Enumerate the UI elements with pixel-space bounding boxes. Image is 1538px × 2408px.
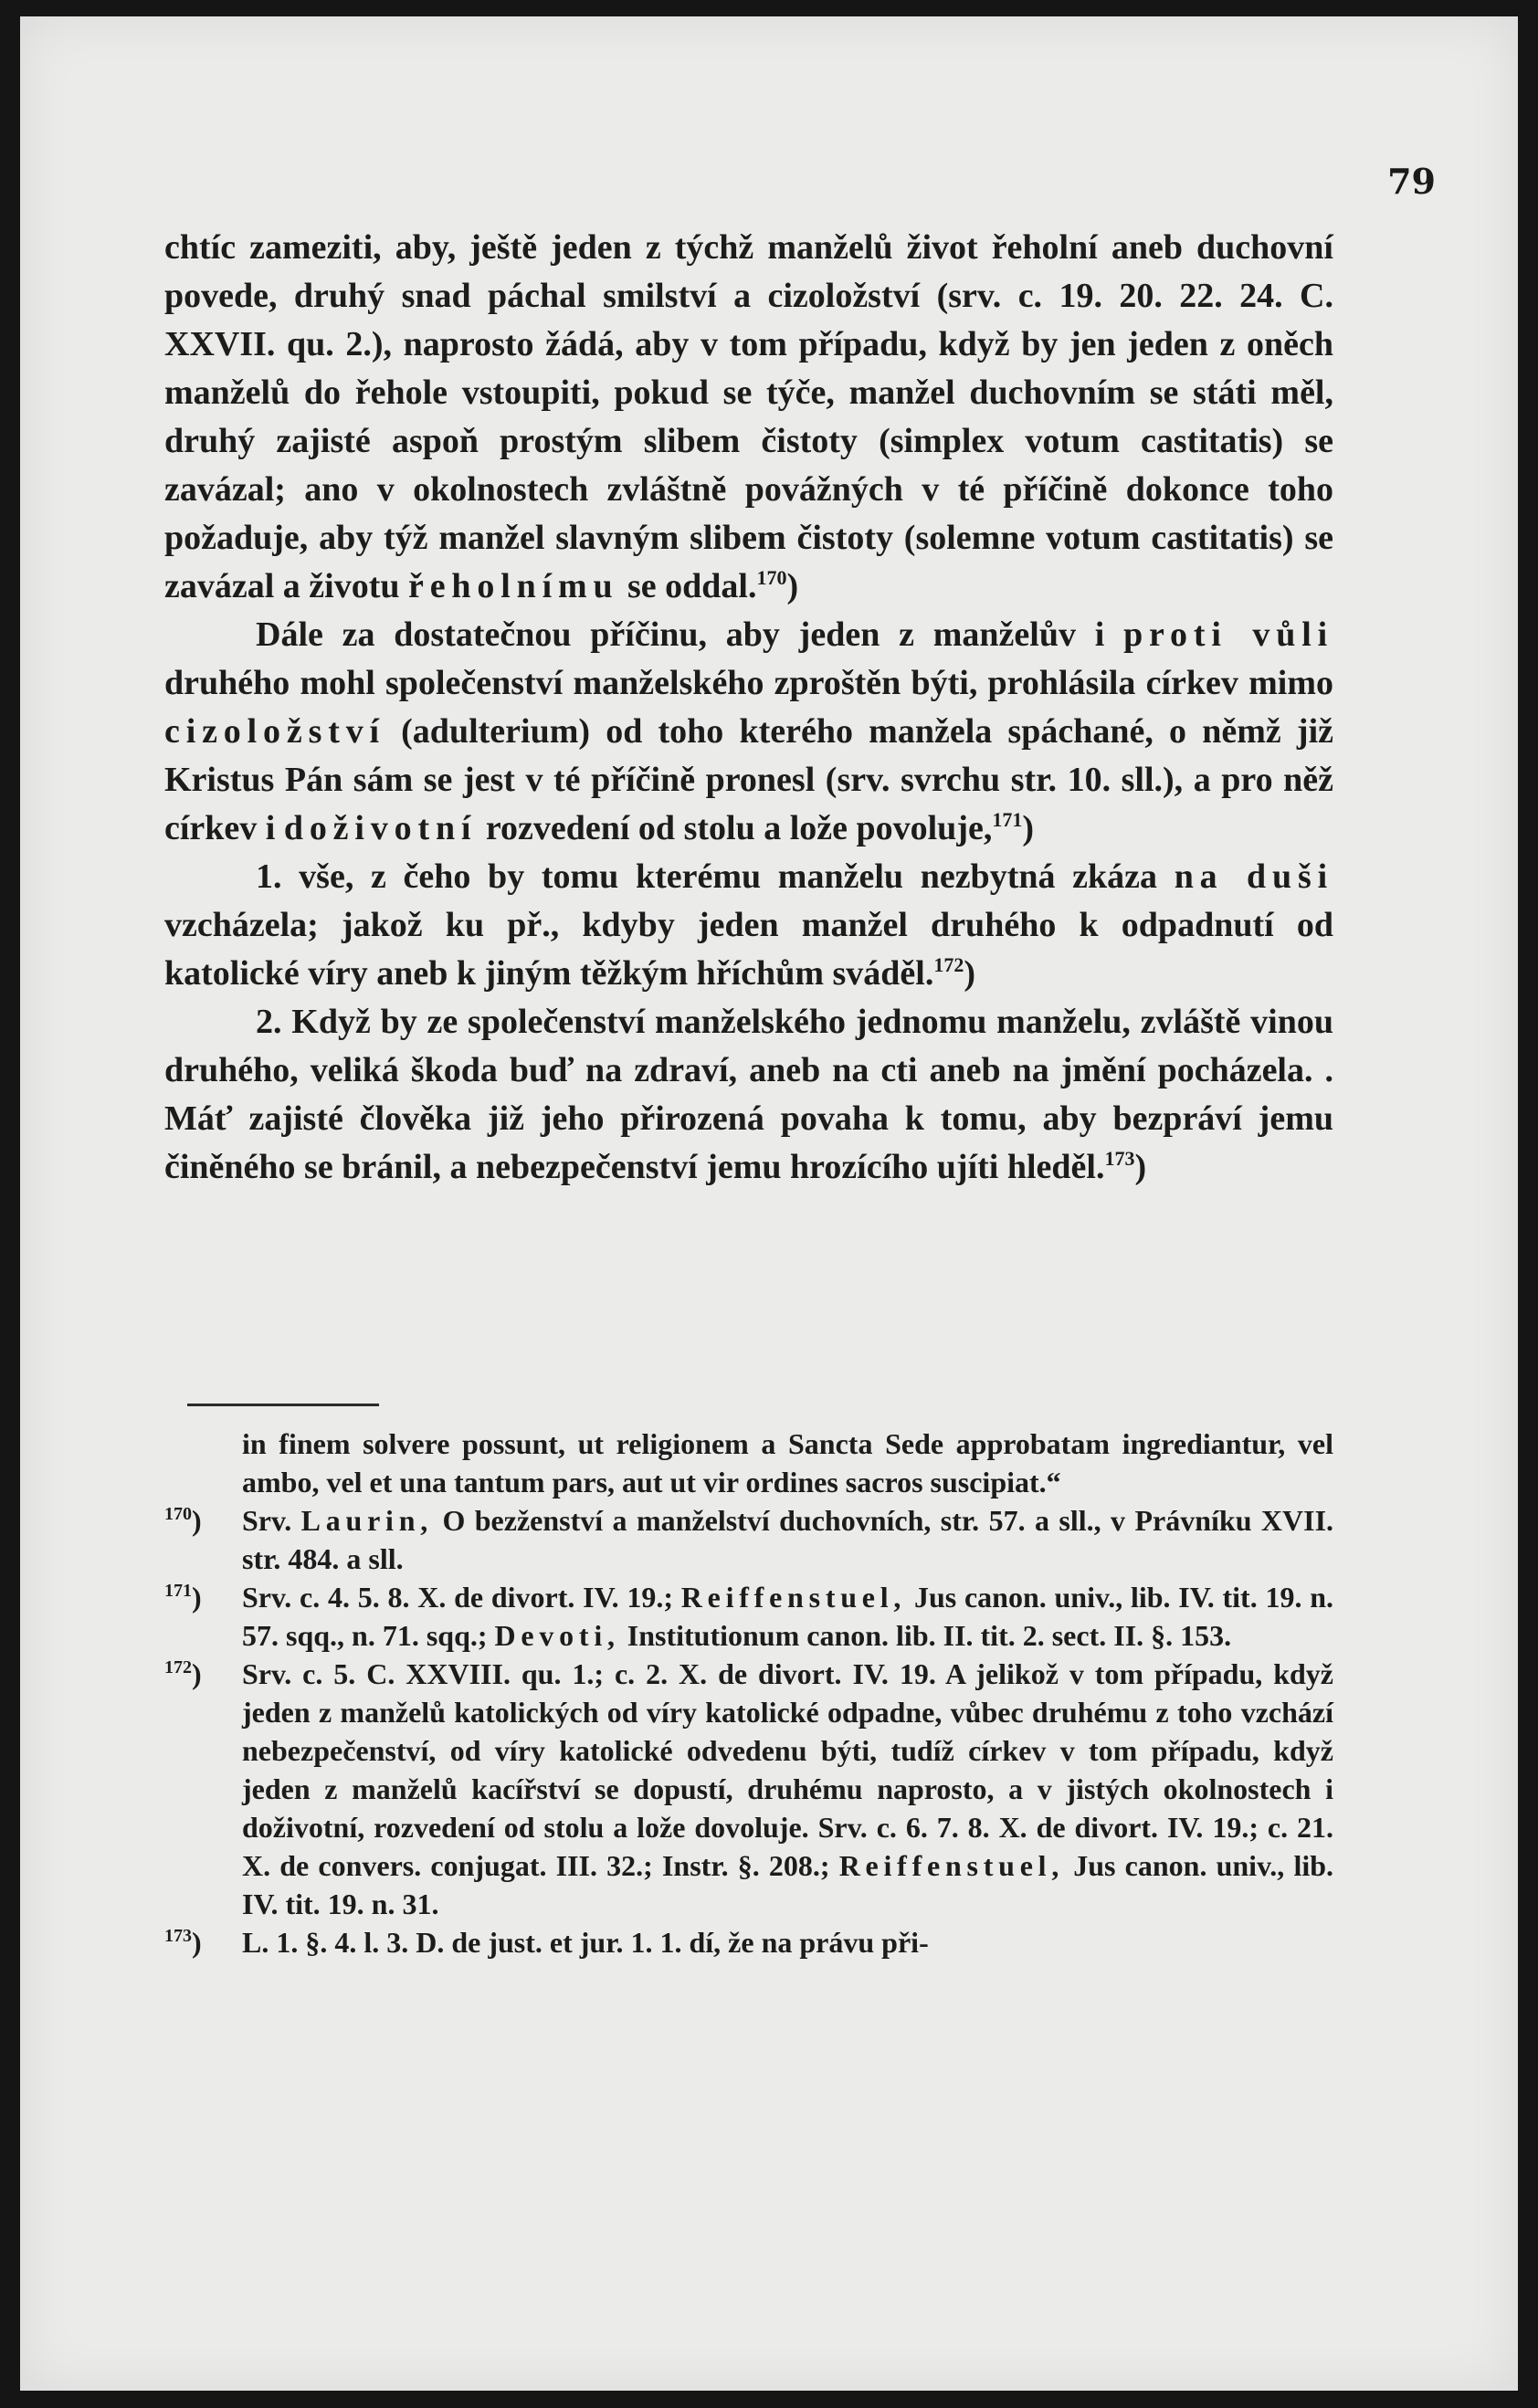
- footnote-170-number: 170: [164, 1504, 192, 1524]
- footnote-170-text-a: Srv.: [242, 1504, 292, 1537]
- footnote-172-text-b: Jus canon. univ., lib. IV. tit. 19. n. 31.: [242, 1849, 1334, 1920]
- footnote-172-author: Reiffenstuel,: [838, 1849, 1065, 1882]
- paragraph-1: [164, 224, 1333, 611]
- footnote-171-marker: [164, 1578, 202, 1616]
- footnote-continuation: [164, 1425, 1333, 1501]
- footnote-173-number: 173: [164, 1926, 192, 1946]
- footnote-171-paren: ): [192, 1581, 202, 1614]
- paragraph-2-text-a: Dále za dostatečnou příčinu, aby jeden z manželův i: [256, 615, 1105, 654]
- footnote-172-paren: ): [192, 1657, 202, 1690]
- paragraph-2-text-d: rozvedení od stolu a lože povoluje,: [485, 809, 993, 847]
- footnote-171-number: 171: [164, 1581, 192, 1601]
- paragraph-3-spaced: na duši: [1174, 857, 1333, 896]
- main-text: [164, 224, 1333, 1192]
- footnote-ref-173: 173: [1104, 1147, 1135, 1170]
- footnote-170-author: Laurin,: [300, 1504, 434, 1537]
- footnote-171-text-a: Srv. c. 4. 5. 8. X. de divort. IV. 19.;: [242, 1581, 673, 1614]
- paragraph-2-text-b: druhého mohl společenství manželského zproštěn býti, prohlásila církev mimo: [164, 664, 1333, 702]
- paragraph-4-text: 2. Když by ze společenství manželského jednomu manželu, zvláště vinou druhého, veliká škoda buď na zdraví, aneb na cti aneb na jmění pocházela. . Máť zajisté člověka již jeho přirozená povaha k tomu, aby bezpráví jemu činěného se bránil, a nebezpečenství jemu hrozícího ujíti hleděl.: [164, 1003, 1333, 1186]
- footnote-ref-171-close: ): [1022, 809, 1034, 847]
- footnote-171-author-a: Reiffenstuel,: [680, 1581, 907, 1614]
- footnote-172: [164, 1655, 1333, 1923]
- paragraph-3-text-b: vzcházela; jakož ku př., kdyby jeden manžel druhého k odpadnutí od katolické víry aneb k jiným těžkým hříchům sváděl.: [164, 906, 1333, 993]
- footnote-171: [164, 1578, 1333, 1655]
- paragraph-2-spaced-c: doživotní: [283, 809, 478, 847]
- footnote-divider: [187, 1404, 379, 1406]
- footnote-170: [164, 1501, 1333, 1578]
- footnote-172-number: 172: [164, 1657, 192, 1677]
- paragraph-3-text-a: 1. vše, z čeho by tomu kterému manželu nezbytná zkáza: [256, 857, 1158, 896]
- footnote-171-author-b: Devoti,: [494, 1619, 620, 1652]
- paragraph-3: [164, 853, 1333, 998]
- footnote-171-text-b: Jus canon. univ., lib. IV. tit. 19. n. 57. sqq., n. 71. sqq.;: [242, 1581, 1334, 1652]
- paragraph-4: [164, 998, 1333, 1192]
- footnote-173-paren: ): [192, 1926, 202, 1959]
- footnote-171-text-c: Institutionum canon. lib. II. tit. 2. sect. II. §. 153.: [627, 1619, 1232, 1652]
- footnote-continuation-text: in finem solvere possunt, ut religionem a Sancta Sede approbatam ingrediantur, vel ambo, vel et una tantum pars, aut ut vir ordines sacros suscipiat.“: [242, 1427, 1333, 1498]
- footnote-ref-172: 172: [933, 953, 964, 976]
- footnote-170-text-b: O bezženství a manželství duchovních, str. 57. a sll., v Právníku XVII. str. 484. a sll.: [242, 1504, 1334, 1575]
- paragraph-2-text-c: (adulterium) od toho kterého manžela spáchané, o němž již Kristus Pán sám se jest v té příčině pronesl (srv. svrchu str. 10. sll.), a pro něž církev i: [164, 712, 1333, 847]
- footnote-173-marker: [164, 1923, 202, 1961]
- paragraph-2: [164, 611, 1333, 853]
- footnote-ref-171: 171: [992, 808, 1023, 831]
- page-number: 79: [1387, 161, 1436, 202]
- footnote-ref-170: 170: [756, 566, 787, 589]
- paragraph-1-spaced: řeholnímu: [408, 567, 619, 605]
- footnote-170-marker: [164, 1501, 202, 1540]
- footnote-172-marker: [164, 1655, 202, 1693]
- paragraph-2-spaced-b: cizoložství: [164, 712, 385, 751]
- footnote-ref-173-close: ): [1134, 1148, 1147, 1186]
- footnote-173: [164, 1923, 1333, 1961]
- paragraph-1-text-b: se oddal.: [627, 567, 757, 605]
- footnotes: [164, 1425, 1333, 1961]
- footnote-173-text-a: L. 1. §. 4. l. 3. D. de just. et jur. 1. 1. dí, že na právu při-: [242, 1926, 929, 1959]
- paragraph-2-spaced-a: proti vůli: [1123, 615, 1334, 654]
- footnote-170-paren: ): [192, 1504, 202, 1537]
- footnote-172-text-a: Srv. c. 5. C. XXVIII. qu. 1.; c. 2. X. de divort. IV. 19. A jelikož v tom případu, když jeden z manželů katolických od víry katolické odpadne, vůbec druhému z toho vzchází nebezpečenství, od víry katolické odvedenu býti, tudíž církev v tom případu, když jeden z manželů kacířství se dopustí, druhému naprosto, a v jistých okolnostech i doživotní, rozvedení od stolu a lože dovoluje. Srv. c. 6. 7. 8. X. de divort. IV. 19.; c. 21. X. de convers. conjugat. III. 32.; Instr. §. 208.;: [242, 1657, 1333, 1882]
- footnote-ref-172-close: ): [964, 954, 975, 993]
- footnote-ref-170-close: ): [786, 567, 799, 605]
- paragraph-1-text-a: chtíc zameziti, aby, ještě jeden z týchž manželů život řeholní aneb duchovní povede, druhý snad páchal smilství a cizoložství (srv. c. 19. 20. 22. 24. C. XXVII. qu. 2.), naprosto žádá, aby v tom případu, když by jen jeden z oněch manželů do řehole vstoupiti, pokud se týče, manžel duchovním se státi měl, druhý zajisté aspoň prostým slibem čistoty (simplex votum castitatis) se zavázal; ano v okolnostech zvláštně povážných v té příčině dokonce toho požaduje, aby týž manžel slavným slibem čistoty (solemne votum castitatis) se zavázal a životu: [164, 228, 1333, 605]
